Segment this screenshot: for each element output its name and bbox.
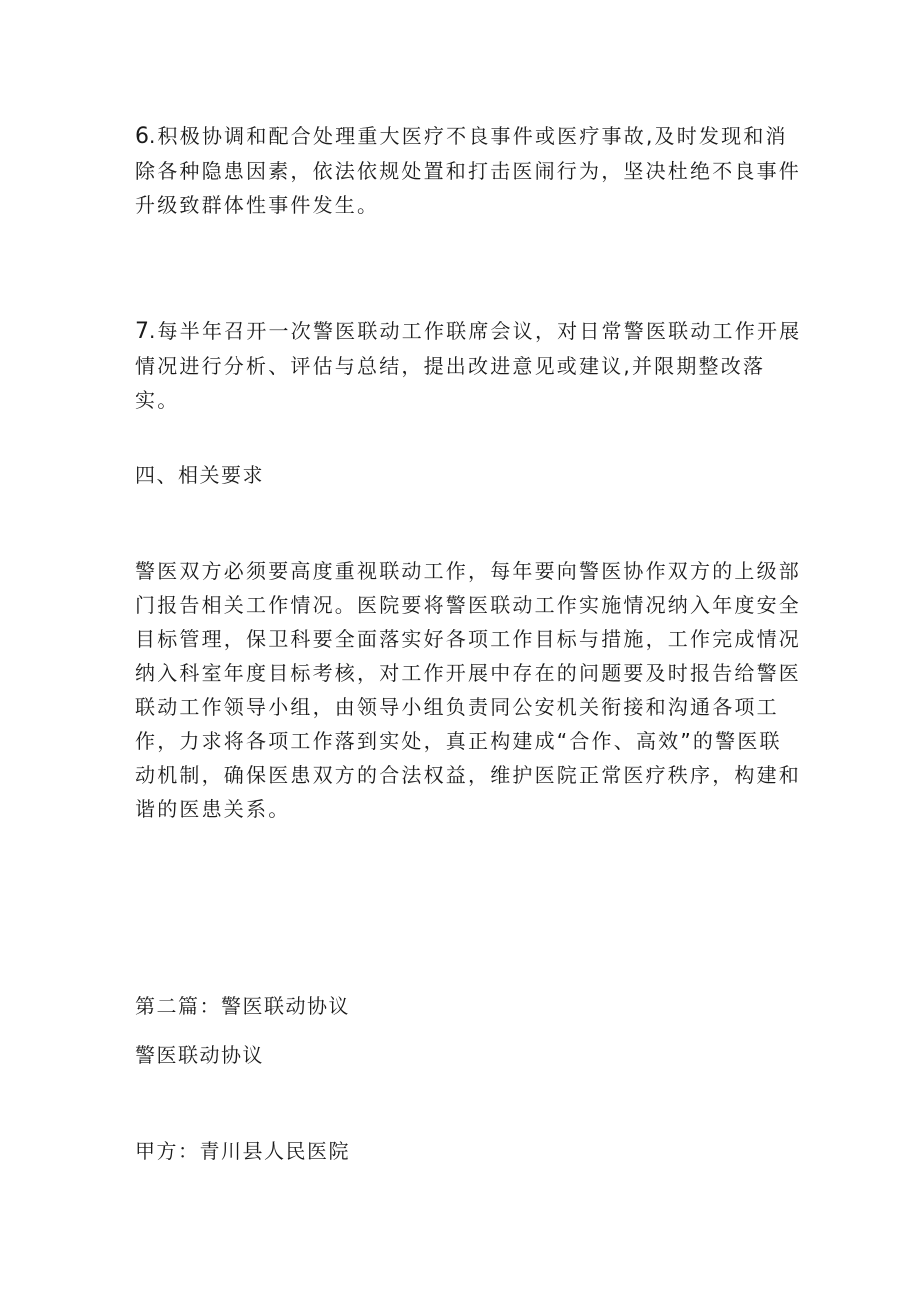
requirements-paragraph: 警医双方必须要高度重视联动工作，每年要向警医协作双方的上级部门报告相关工作情况。医院要将警医联动工作实施情况纳入年度安全目标管理，保卫科要全面落实好各项工作目标与措施，工作完成情况纳入科室年度目标考核，对工作开展中存在的问题要及时报告给警医联动工作领导小组，由领导小组负责同公安机关衔接和沟通各项工作，力求将各项工作落到实处，真正构建成“合作、高效”的警医联动机制，确保医患双方的合法权益，维护医院正常医疗秩序，构建和谐的医患关系。 (135, 559, 801, 821)
item-7-number: 7 (135, 319, 149, 344)
item-7-paragraph (135, 314, 803, 417)
item-6-paragraph (135, 119, 803, 222)
item-6-number: 6 (135, 124, 149, 149)
item-6-text: .积极协调和配合处理重大医疗不良事件或医疗事故,及时发现和消除各种隐患因素，依法依规处置和打击医闹行为，坚决杜绝不良事件升级致群体性事件发生。 (135, 124, 801, 217)
section-4-heading: 四、相关要求 (135, 463, 264, 487)
party-a-line: 甲方：青川县人民医院 (135, 1139, 350, 1163)
chapter-2-title: 警医联动协议 (135, 1043, 264, 1067)
item-7-text: .每半年召开一次警医联动工作联席会议，对日常警医联动工作开展情况进行分析、评估与总结，提出改进意见或建议,并限期整改落实。 (135, 319, 802, 412)
chapter-2-heading: 第二篇：警医联动协议 (135, 994, 350, 1018)
